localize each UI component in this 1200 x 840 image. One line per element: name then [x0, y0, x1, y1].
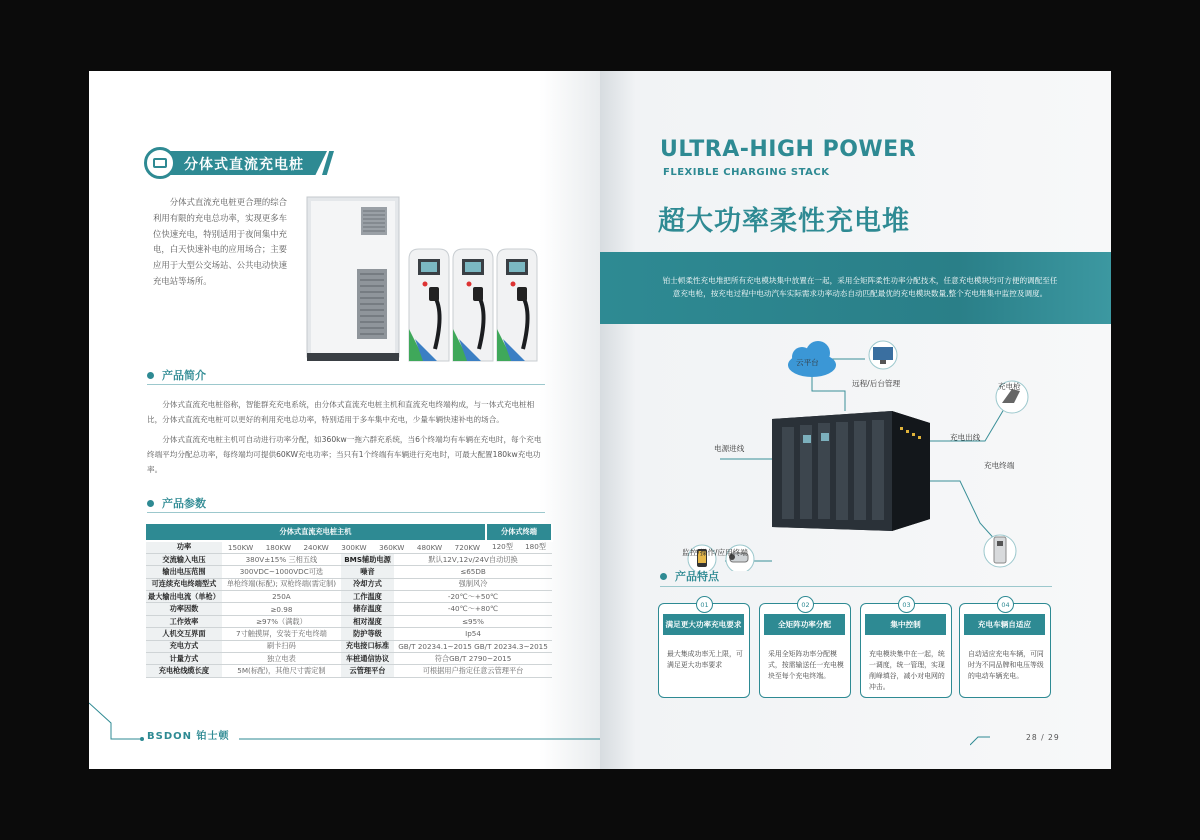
spec-key: 冷却方式	[341, 578, 394, 590]
power-value: 480KW	[416, 542, 443, 552]
spec-value: ≤65DB	[394, 566, 552, 578]
feature-card	[759, 600, 851, 698]
spec-row	[146, 615, 552, 627]
english-subtitle: FLEXIBLE CHARGING STACK	[663, 167, 830, 178]
spec-value: 刷卡扫码	[222, 640, 341, 652]
feature-desc: 充电模块集中在一起，统一调度，统一管理，实现削峰填谷，减小对电网的冲击。	[869, 650, 945, 691]
power-label: 功率	[146, 541, 222, 553]
charger-product-image	[305, 189, 551, 369]
section-title: 分体式直流充电桩	[184, 157, 304, 173]
spec-row	[146, 665, 552, 677]
spec-value: -20℃～+50℃	[394, 591, 552, 603]
spec-key: 云管理平台	[341, 665, 394, 677]
feature-number: 01	[696, 596, 713, 613]
spec-row	[146, 566, 552, 578]
spec-value: 强制风冷	[394, 578, 552, 590]
features-divider	[660, 586, 1052, 587]
spec-value: 单枪终端(标配); 双枪终端(需定制)	[222, 578, 341, 590]
terminal-label: 充电终端	[984, 461, 1015, 470]
spec-key: 工作温度	[341, 591, 394, 603]
spec-key: 充电接口标准	[341, 640, 394, 652]
power-value: 720KW	[454, 542, 480, 552]
host-header: 分体式直流充电桩主机	[146, 524, 486, 541]
spec-value: 可根据用户指定任意云管理平台	[394, 665, 552, 677]
spec-key: 可连续充电终端型式	[146, 578, 222, 590]
gun-label: 充电枪	[998, 382, 1021, 391]
feature-title: 满足更大功率充电要求	[663, 614, 744, 635]
feature-desc: 最大集成功率无上限，可满足更大功率要求	[667, 650, 743, 669]
feature-title: 充电车辆自适应	[964, 614, 1045, 635]
spec-value: 符合GB/T 2790~2015	[394, 653, 552, 665]
footer-decoration	[89, 701, 601, 741]
feature-desc: 自动适应充电车辆，可同时为不同品牌和电压等级的电动车辆充电。	[968, 650, 1044, 680]
input-line-label: 电源进线	[714, 444, 745, 453]
spec-row	[146, 653, 552, 665]
product-intro-heading-text: 产品简介	[162, 369, 206, 382]
monitor-label: 监控/操作/应用终端	[682, 548, 748, 557]
feature-number: 03	[898, 596, 915, 613]
spec-key: 噪音	[341, 566, 394, 578]
spec-key: 工作效率	[146, 615, 222, 627]
spec-row	[146, 578, 552, 590]
charging-stack-image	[772, 411, 930, 531]
charging-terminal-icon	[984, 535, 1016, 567]
spec-value: ≥97%（满载）	[222, 615, 341, 627]
feature-number: 02	[797, 596, 814, 613]
feature-number: 04	[997, 596, 1014, 613]
spec-key: BMS辅助电源	[341, 553, 394, 565]
brand-logo-text: BSDON 铂士顿	[147, 731, 230, 742]
power-value: 150KW	[227, 542, 254, 552]
charger-icon	[144, 147, 176, 179]
cloud-label: 云平台	[796, 358, 819, 367]
spec-value: 250A	[222, 591, 341, 603]
terminal-value: 180型	[525, 542, 546, 552]
spec-key: 最大输出电流（单枪）	[146, 591, 222, 603]
feature-card	[658, 600, 750, 698]
spec-value: ≥0.98	[222, 603, 341, 615]
spec-row	[146, 628, 552, 640]
feature-card	[959, 600, 1051, 698]
spec-key: 充电方式	[146, 640, 222, 652]
output-line-label: 充电出线	[950, 433, 981, 442]
features-heading	[660, 568, 719, 584]
power-value: 360KW	[379, 542, 405, 552]
spec-value: ≤95%	[394, 615, 552, 627]
spec-key: 人机交互界面	[146, 628, 222, 640]
spec-key: 功率因数	[146, 603, 222, 615]
params-heading	[147, 495, 206, 511]
power-values	[224, 543, 484, 552]
spec-value: -40℃～+80℃	[394, 603, 552, 615]
feature-card	[860, 600, 952, 698]
spec-key: 输出电压范围	[146, 566, 222, 578]
product-intro-para-1: 分体式直流充电桩俗称，智能群充充电系统，由分体式直流充电桩主机和直流充电终端构成，与一体式充电桩相比，分体式直流充电桩可以更好的利用充电总功率，特别适用于多车集中充电，少量车辆快速补电的场合。	[147, 400, 535, 424]
spec-value: 独立电表	[222, 653, 341, 665]
power-value: 180KW	[265, 542, 291, 552]
spec-row	[146, 603, 552, 615]
features-heading-text: 产品特点	[675, 570, 719, 583]
section-banner	[144, 151, 334, 175]
spec-key: 车桩通信协议	[341, 653, 394, 665]
intro-band	[600, 252, 1111, 324]
power-row	[146, 541, 552, 553]
spec-row	[146, 591, 552, 603]
spec-value: 380V±15% 三相五线	[222, 553, 341, 565]
spec-value: GB/T 20234.1~2015 GB/T 20234.3~2015	[394, 640, 552, 652]
left-page	[89, 71, 601, 769]
spec-value: 默认12V,12v/24V自动切换	[394, 553, 552, 565]
spec-key: 充电枪线缆长度	[146, 665, 222, 677]
power-value: 240KW	[303, 542, 329, 552]
brochure-spread	[89, 71, 1111, 769]
system-diagram	[600, 331, 1111, 571]
power-value: 300KW	[341, 542, 367, 552]
terminal-header: 分体式终端	[486, 524, 552, 541]
feature-title: 集中控制	[865, 614, 946, 635]
spec-key: 防护等级	[341, 628, 394, 640]
band-text: 铂士顿柔性充电堆把所有充电模块集中放置在一起，采用全矩阵柔性功率分配技术，任意充电模块均可方便的调配至任意充电枪，按充电过程中电动汽车实际需求功率动态自动匹配最优的充电模块数量,整个充电堆集中监控及调度。	[662, 276, 1058, 298]
spec-key: 储存温度	[341, 603, 394, 615]
monitor-icon	[869, 341, 897, 369]
spec-value: Ip54	[394, 628, 552, 640]
spec-row	[146, 553, 552, 565]
spec-key: 交流输入电压	[146, 553, 222, 565]
params-heading-text: 产品参数	[162, 497, 206, 510]
spec-value: 7寸触摸屏，安装于充电终端	[222, 628, 341, 640]
product-intro-heading	[147, 367, 206, 383]
right-page	[600, 71, 1111, 769]
feature-title: 全矩阵功率分配	[764, 614, 845, 635]
chinese-title: 超大功率柔性充电堆	[658, 206, 910, 237]
spec-table	[146, 524, 553, 678]
remote-label: 远程/后台管理	[852, 379, 901, 388]
spec-value: 300VDC~1000VDC可选	[222, 566, 341, 578]
spec-row	[146, 640, 552, 652]
intro-text: 分体式直流充电桩更合理的综合利用有限的充电总功率，实现更多车位快速充电，特别适用于夜间集中充电，白天快速补电的应用场合；主要应用于大型公交场站、公共电动快速充电站等场所。	[153, 197, 288, 286]
spec-rows	[146, 553, 552, 677]
terminal-values	[488, 542, 550, 552]
terminal-value: 120型	[492, 542, 513, 552]
spec-value: 5M(标配)，其他尺寸需定制	[222, 665, 341, 677]
spec-table-header	[146, 524, 552, 541]
spec-key: 计量方式	[146, 653, 222, 665]
english-title: ULTRA-HIGH POWER	[660, 137, 917, 162]
feature-desc: 采用全矩阵功率分配模式，按需输送任一充电模块至每个充电终端。	[768, 650, 844, 680]
product-intro-para-2: 分体式直流充电桩主机可自动进行功率分配，如360kw一拖六群充系统，当6个终端均有车辆在充电时，每个充电终端平均分配总功率，每终端均可提供60KW充电功率；当只有1个终端有车辆进行充电时，可最大配置180kw充电功率。	[147, 435, 542, 474]
page-numbers: 28 / 29	[1026, 733, 1060, 742]
spec-key: 相对湿度	[341, 615, 394, 627]
